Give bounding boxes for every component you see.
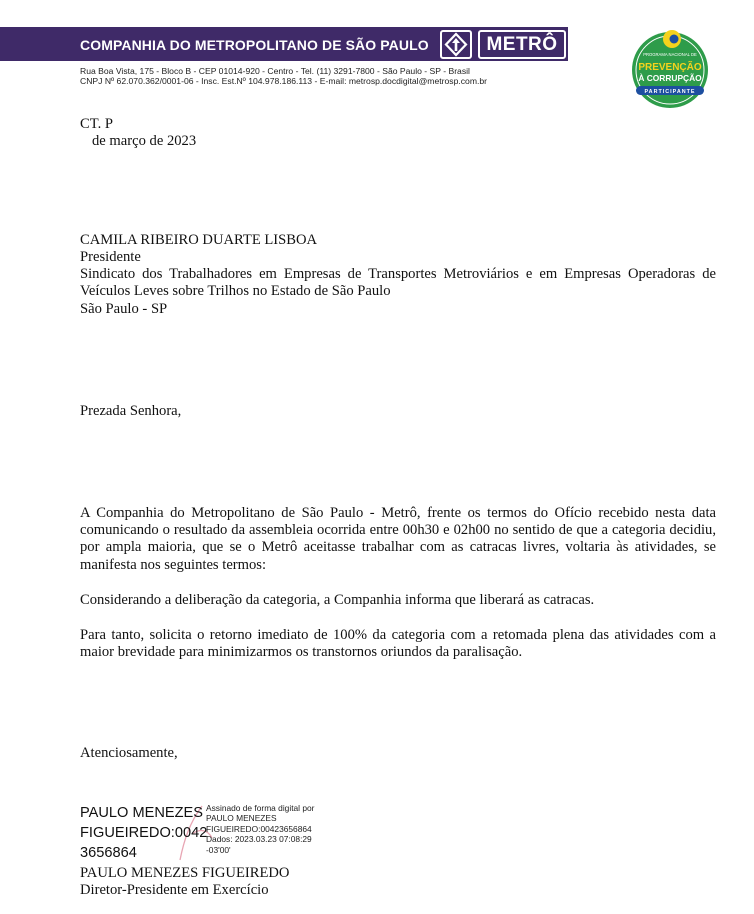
seal-line-2: À CORRUPÇÃO bbox=[638, 73, 702, 83]
anti-corruption-seal bbox=[628, 24, 712, 116]
seal-ribbon-text: PARTICIPANTE bbox=[644, 88, 696, 95]
letter-reference: CT. P bbox=[80, 116, 113, 132]
company-name: COMPANHIA DO METROPOLITANO DE SÃO PAULO bbox=[80, 37, 429, 53]
signature-info-line: Assinado de forma digital por bbox=[206, 803, 315, 813]
address-line: Rua Boa Vista, 175 - Bloco B - CEP 01014-920 - Centro - Tel. (11) 3291-7800 - São Paulo - SP - Brasil bbox=[80, 66, 470, 76]
letter-date: de março de 2023 bbox=[92, 133, 197, 149]
paragraph: Para tanto, solicita o retorno imediato de 100% da categoria com a retomada plena das atividades com a maior brevidade para minimizarmos os transtornos oriundos da paralisação. bbox=[80, 627, 716, 661]
salutation: Prezada Senhora, bbox=[80, 403, 182, 419]
recipient-name: CAMILA RIBEIRO DUARTE LISBOA bbox=[80, 232, 318, 248]
signature-info-line: -03'00' bbox=[206, 844, 231, 855]
metro-logo-icon bbox=[440, 30, 472, 59]
signer-position: Diretor-Presidente em Exercício bbox=[80, 882, 269, 898]
signature-info-line: Dados: 2023.03.23 07:08:29 bbox=[206, 834, 312, 845]
company-address bbox=[80, 66, 487, 86]
registration-line: CNPJ Nº 62.070.362/0001-06 - Insc. Est.Nº 104.978.186.113 - E-mail: metrosp.docdigital@metrosp.com.br bbox=[80, 76, 488, 86]
signer-printed-name: PAULO MENEZES FIGUEIREDO bbox=[80, 865, 290, 881]
paragraph: Considerando a deliberação da categoria, a Companhia informa que liberará as catracas. bbox=[80, 592, 595, 608]
recipient-title: Presidente bbox=[80, 249, 141, 265]
signer-line: FIGUEIREDO:0042 bbox=[80, 825, 208, 841]
signature-info-line: FIGUEIREDO:00423656864 bbox=[206, 823, 312, 834]
seal-top-text: PROGRAMA NACIONAL DE bbox=[643, 52, 697, 57]
metro-wordmark: METRÔ bbox=[478, 30, 566, 59]
signer-line: PAULO MENEZES bbox=[80, 805, 203, 821]
digital-signature-info bbox=[206, 803, 314, 855]
closing: Atenciosamente, bbox=[80, 745, 178, 761]
digital-signer bbox=[80, 803, 207, 863]
signature-info-line: PAULO MENEZES bbox=[206, 813, 277, 824]
recipient-city: São Paulo - SP bbox=[80, 301, 168, 317]
signer-line: 3656864 bbox=[80, 845, 137, 861]
paragraph: A Companhia do Metropolitano de São Paulo - Metrô, frente os termos do Ofício recebido nesta data comunicando o resultado da assembleia ocorrida entre 00h30 e 02h00 no sentido de que a categoria decidiu, por ampla maioria, que se o Metrô aceitasse trabalhar com as catracas livres, voltaria às atividades, se manifesta nos seguintes termos: bbox=[80, 505, 716, 573]
recipient-organization: Sindicato dos Trabalhadores em Empresas de Transportes Metroviários e em Empresas Operadoras de Veículos Leves sobre Trilhos no Estado de São Paulo bbox=[80, 266, 716, 300]
seal-line-1: PREVENÇÃO bbox=[638, 62, 702, 73]
